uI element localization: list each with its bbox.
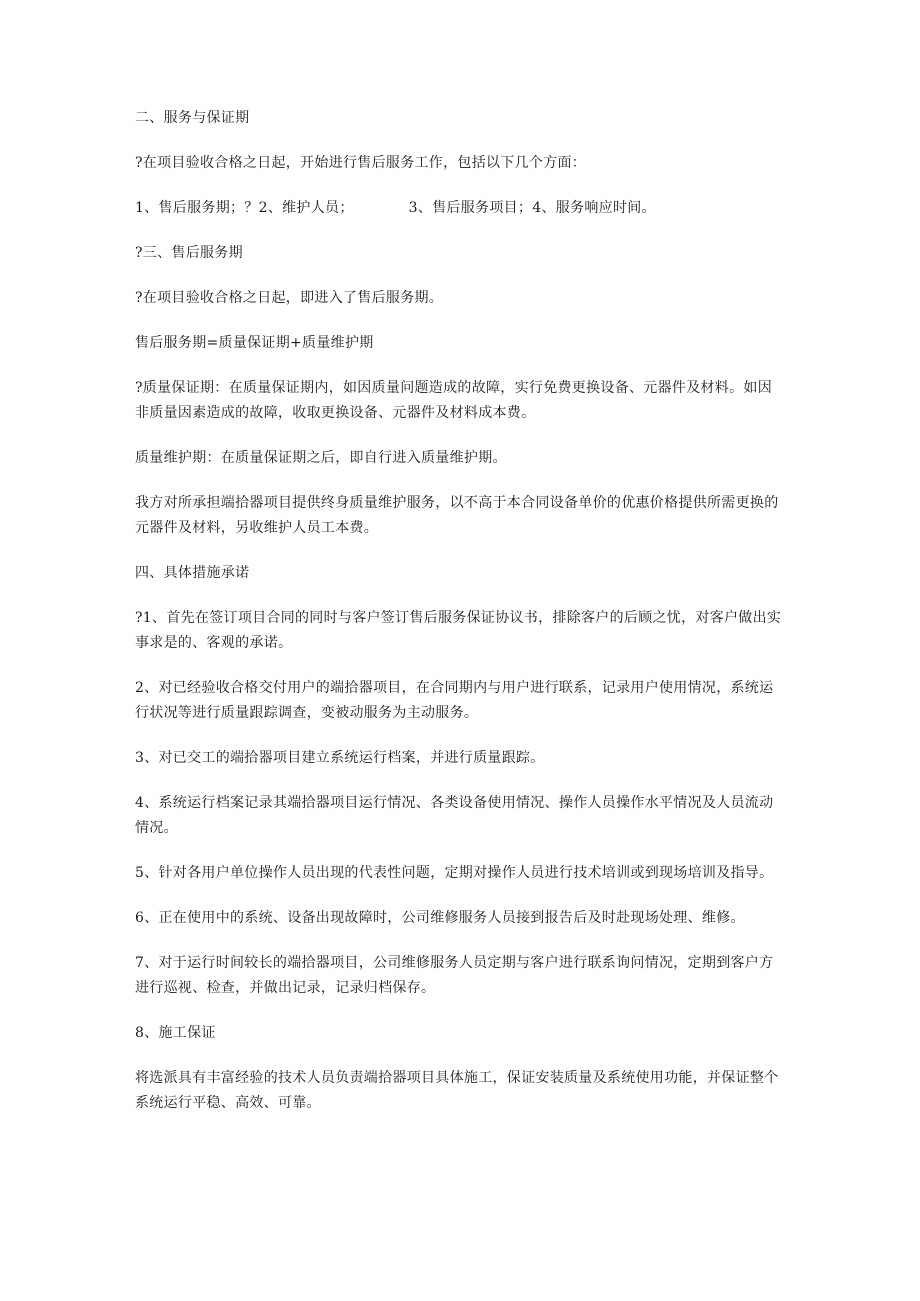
paragraph-lifetime-service: 我方对所承担端拾器项目提供终身质量维护服务，以不高于本合同设备单价的优惠价格提供所需更换的元器件及材料，另收维护人员工本费。 bbox=[135, 495, 779, 536]
service-aspects-part-1: 1、售后服务期；？2、维护人员； bbox=[135, 200, 354, 216]
paragraph-construction-guarantee: 将选派具有丰富经验的技术人员负责端拾器项目具体施工，保证安装质量及系统使用功能，并保证整个系统运行平稳、高效、可靠。 bbox=[135, 1070, 779, 1111]
document-page bbox=[135, 106, 785, 1136]
paragraph-service-aspects bbox=[135, 196, 785, 221]
paragraph-measure-8-heading: 8、施工保证 bbox=[135, 1025, 216, 1041]
paragraph-measure-6: 6、正在使用中的系统、设备出现故障时，公司维修服务人员接到报告后及时赴现场处理、维修。 bbox=[135, 910, 745, 926]
section-heading-service-warranty: 二、服务与保证期 bbox=[135, 110, 250, 126]
section-heading-after-sales-period: ?三、售后服务期 bbox=[135, 245, 243, 261]
paragraph-after-sales-start: ?在项目验收合格之日起，即进入了售后服务期。 bbox=[135, 290, 444, 306]
paragraph-measure-4: 4、系统运行档案记录其端拾器项目运行情况、各类设备使用情况、操作人员操作水平情况及人员流动情况。 bbox=[135, 795, 774, 836]
service-aspects-part-2: 3、售后服务项目；4、服务响应时间。 bbox=[408, 200, 656, 216]
paragraph-service-intro: ?在项目验收合格之日起，开始进行售后服务工作，包括以下几个方面： bbox=[135, 155, 587, 171]
paragraph-quality-maintenance: 质量维护期：在质量保证期之后，即自行进入质量维护期。 bbox=[135, 450, 507, 466]
paragraph-measure-3: 3、对已交工的端拾器项目建立系统运行档案，并进行质量跟踪。 bbox=[135, 750, 545, 766]
paragraph-measure-2: 2、对已经验收合格交付用户的端拾器项目，在合同期内与用户进行联系，记录用户使用情况，系统运行状况等进行质量跟踪调查，变被动服务为主动服务。 bbox=[135, 680, 774, 721]
paragraph-measure-5: 5、针对各用户单位操作人员出现的代表性问题，定期对操作人员进行技术培训或到现场培训及指导。 bbox=[135, 865, 774, 881]
section-heading-measures: 四、具体措施承诺 bbox=[135, 565, 250, 581]
paragraph-after-sales-formula: 售后服务期=质量保证期+质量维护期 bbox=[135, 335, 374, 351]
paragraph-quality-warranty: ?质量保证期：在质量保证期内，如因质量问题造成的故障，实行免费更换设备、元器件及材料。如因非质量因素造成的故障，收取更换设备、元器件及材料成本费。 bbox=[135, 380, 773, 421]
paragraph-measure-7: 7、对于运行时间较长的端拾器项目，公司维修服务人员定期与客户进行联系询问情况，定期到客户方进行巡视、检查，并做出记录，记录归档保存。 bbox=[135, 955, 774, 996]
paragraph-measure-1: ?1、首先在签订项目合同的同时与客户签订售后服务保证协议书，排除客户的后顾之忧，对客户做出实事求是的、客观的承诺。 bbox=[135, 610, 782, 651]
